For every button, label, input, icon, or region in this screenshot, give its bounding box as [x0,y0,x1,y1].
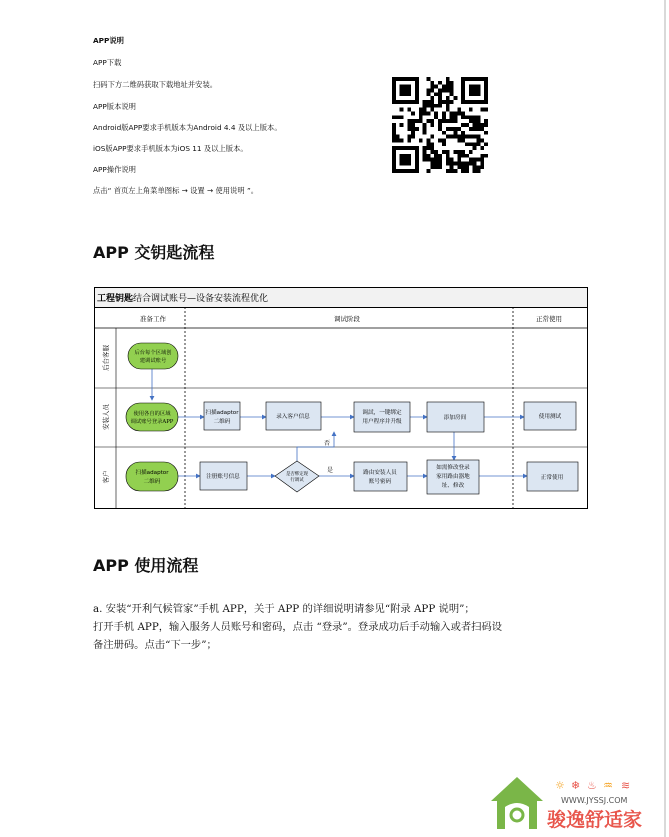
svg-text:扫描adaptor: 扫描adaptor [205,410,239,416]
flowchart-title-rest: 结合调试账号—设备安装流程优化 [133,294,269,304]
lane-installer: 安装人员 [102,404,110,430]
lane-support: 后台客服 [102,345,110,371]
intro-title: APP说明 [93,36,124,45]
node-create-account [128,343,178,369]
node-route-account [354,462,407,491]
phase-normal: 正常使用 [536,315,562,323]
download-text: 扫码下方二维码获取下载地址并安装。 [93,80,218,89]
svg-text:二维码: 二维码 [213,419,231,425]
house-icon [491,777,543,829]
svg-text:行调试: 行调试 [290,478,304,483]
svg-text:☼: ☼ [555,779,565,792]
svg-text:注册账号信息: 注册账号信息 [206,474,240,480]
svg-text:♒: ♒ [603,779,613,792]
section-title-usage: APP 使用流程 [93,556,199,575]
download-heading: APP下载 [93,58,122,67]
yes-label: 是 [327,467,334,474]
section-title-keyflow: APP 交钥匙流程 [93,243,215,262]
no-label: 否 [324,440,331,447]
ios-text: iOS版APP要求手机版本为iOS 11 及以上版本。 [93,144,248,153]
node-scan-install [204,402,240,430]
svg-text:账号密码: 账号密码 [368,479,392,485]
svg-text:正常使用: 正常使用 [540,475,564,481]
svg-text:路由安装人员: 路由安装人员 [363,470,397,476]
qr-code-icon [392,77,488,173]
svg-text:建调试账号: 建调试账号 [139,358,167,364]
svg-text:调试账号登录APP: 调试账号登录APP [130,419,174,425]
usage-line-1: a. 安装“开利气候管家”手机 APP，关于 APP 的详细说明请参见“附录 APP 说明”； [93,603,475,615]
node-login-app [126,403,178,431]
svg-text:工程钥匙结合调试账号—设备安装流程优化 [97,292,268,304]
svg-text:使用各自的区域: 使用各自的区域 [133,411,171,417]
svg-text:添加房间: 添加房间 [443,415,467,421]
android-text: Android版APP要求手机版本为Android 4.4 及以上版本。 [93,123,282,132]
svg-text:扫描adaptor: 扫描adaptor [135,470,169,476]
svg-text:是否绑定现: 是否绑定现 [286,472,308,477]
svg-text:用户程序并升级: 用户程序并升级 [362,419,402,425]
brand-name: 骏逸舒适家 [547,809,643,831]
node-debug-upgrade [354,402,410,432]
svg-text:址、修改: 址、修改 [441,483,465,489]
flowchart [94,287,588,509]
svg-text:如需修改登录: 如需修改登录 [436,465,470,471]
usage-line-3: 备注册码。点击“下一步”； [93,639,217,651]
climate-icons [555,779,630,792]
svg-text:≋: ≋ [621,779,631,792]
usage-line-2: 打开手机 APP，输入服务人员账号和密码，点击 “登录”。登录成功后手动输入或者扫码设 [93,621,503,633]
svg-text:使用测试: 使用测试 [538,414,562,420]
svg-text:❄: ❄ [571,779,581,792]
svg-text:调試，一键绑定: 调試，一键绑定 [362,410,402,416]
operation-heading: APP操作说明 [93,165,136,174]
svg-text:二维码: 二维码 [143,479,161,485]
svg-text:家用路由器地: 家用路由器地 [436,474,470,480]
phase-prep: 准备工作 [140,315,166,323]
brand-url: WWW.JYSSJ.COM [561,796,628,805]
lane-customer: 客户 [102,470,110,484]
svg-text:后台每个区域创: 后台每个区域创 [134,350,172,356]
node-scan-customer [126,462,178,491]
brand-logo [489,771,664,833]
svg-text:♨: ♨ [587,779,597,792]
flowchart-title-bold: 工程钥匙 [97,294,134,304]
operation-text: 点击“ 首页左上角菜单图标 → 设置 → 使用说明 ”。 [93,186,259,195]
phase-debug: 调试阶段 [334,315,360,323]
version-heading: APP版本说明 [93,102,136,111]
svg-text:录入客户信息: 录入客户信息 [276,414,310,420]
